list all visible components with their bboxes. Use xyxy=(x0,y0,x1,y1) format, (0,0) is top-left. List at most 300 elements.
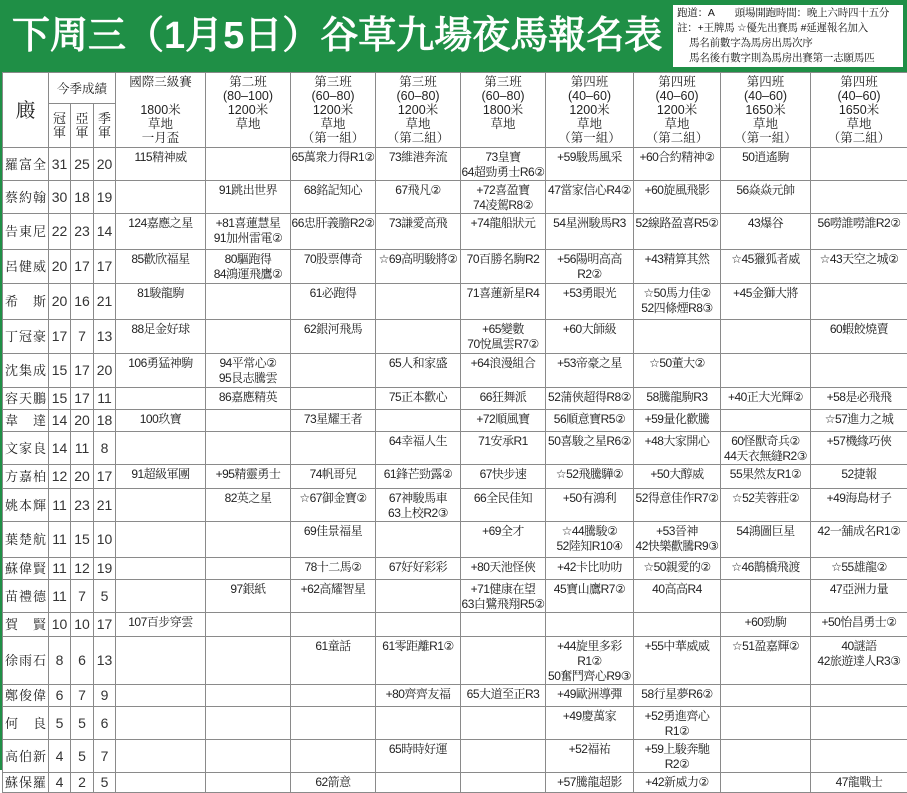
entry-cell xyxy=(376,465,461,489)
entry-cell xyxy=(206,685,291,707)
jockey-header: 廄 xyxy=(3,73,49,148)
horse-entry: +49歐洲導彈 xyxy=(546,687,633,702)
jockey-name: 何良 xyxy=(3,707,49,740)
entry-cell xyxy=(206,284,291,320)
wins-count: 4 xyxy=(49,773,71,793)
seconds-count: 11 xyxy=(71,432,94,465)
race-header-line: 草地 xyxy=(116,117,205,131)
race-header xyxy=(291,73,376,148)
entry-cell xyxy=(116,773,206,793)
entry-cell xyxy=(811,148,907,181)
race-header-line: (40–60) xyxy=(811,89,907,103)
seconds-header: 亞軍 xyxy=(71,104,94,148)
info-line: 跑道：A 頭場開跑時間：晚上六時四十五分 xyxy=(677,6,899,21)
entry-cell xyxy=(291,685,376,707)
entry-cell xyxy=(546,637,634,685)
horse-entry: 70悅風雲R7② xyxy=(461,337,545,352)
entry-cell xyxy=(461,320,546,354)
seconds-count: 23 xyxy=(71,489,94,522)
race-header-line xyxy=(116,89,205,103)
horse-entry: 55果然友R1② xyxy=(721,467,810,482)
horse-entry: 66全民佳知 xyxy=(461,491,545,506)
info-line: 註：+王牌馬 ☆優先出賽馬 #延遲報名加入 xyxy=(677,21,899,36)
wins-count: 31 xyxy=(49,148,71,181)
horse-entry: 63上校R2③ xyxy=(376,506,460,521)
entry-cell xyxy=(461,685,546,707)
entries-table-wrap xyxy=(2,72,907,770)
entry-cell xyxy=(291,320,376,354)
horse-entry: 61零距離R1② xyxy=(376,639,460,654)
table-header xyxy=(3,73,907,148)
table-row xyxy=(3,558,907,580)
entry-cell xyxy=(811,522,907,558)
entry-cell xyxy=(634,580,721,613)
race-header-line: 第四班 xyxy=(634,75,720,89)
entry-cell xyxy=(116,685,206,707)
horse-entry: 42快樂歡騰R9③ xyxy=(634,539,720,554)
horse-entry: 64幸福人生 xyxy=(376,434,460,449)
horse-entry: 84鴻運飛鷹② xyxy=(206,267,290,282)
table-row xyxy=(3,148,907,181)
horse-entry: 52捷報 xyxy=(811,467,907,482)
jockey-name: 告東尼 xyxy=(3,214,49,250)
entry-cell xyxy=(721,181,811,214)
entry-cell xyxy=(116,522,206,558)
thirds-count: 21 xyxy=(94,284,116,320)
table-row xyxy=(3,707,907,740)
race-header-line: (40–60) xyxy=(546,89,633,103)
horse-entry: +69全才 xyxy=(461,524,545,539)
jockey-name: 方嘉柏 xyxy=(3,465,49,489)
race-header xyxy=(634,73,721,148)
entry-cell xyxy=(291,522,376,558)
thirds-count: 5 xyxy=(94,773,116,793)
horse-entry: +52福祐 xyxy=(546,742,633,757)
seconds-count: 5 xyxy=(71,707,94,740)
horse-entry: 61必跑得 xyxy=(291,286,375,301)
race-header xyxy=(461,73,546,148)
info-box xyxy=(672,4,904,68)
horse-entry: 73維港奔流 xyxy=(376,150,460,165)
wins-count: 17 xyxy=(49,320,71,354)
horse-entry: +80天池怪俠 xyxy=(461,560,545,575)
entry-cell xyxy=(461,489,546,522)
jockey-name: 高伯新 xyxy=(3,740,49,773)
horse-entry: 56嘮誰嘮誰R2② xyxy=(811,216,907,231)
entry-cell xyxy=(811,214,907,250)
wins-count: 22 xyxy=(49,214,71,250)
entry-cell xyxy=(461,284,546,320)
entry-cell xyxy=(291,707,376,740)
horse-entry: 44天衣無縫R2③ xyxy=(721,449,810,464)
entry-cell xyxy=(811,707,907,740)
entry-cell xyxy=(634,685,721,707)
entry-cell xyxy=(721,613,811,637)
horse-entry: 62箭意 xyxy=(291,775,375,790)
race-header-line: 草地 xyxy=(721,117,810,131)
seconds-count: 10 xyxy=(71,613,94,637)
horse-entry: 42一舖成名R1② xyxy=(811,524,907,539)
race-header-line: 草地 xyxy=(811,117,907,131)
entry-cell xyxy=(116,181,206,214)
entry-cell xyxy=(376,410,461,432)
race-header xyxy=(376,73,461,148)
horse-entry: +60勁駒 xyxy=(721,615,810,630)
info-line: 馬名後冇數字則為馬房出賽第一志願馬匹 xyxy=(677,51,899,66)
wins-count: 15 xyxy=(49,388,71,410)
entry-cell xyxy=(546,148,634,181)
entry-cell xyxy=(291,181,376,214)
entry-cell xyxy=(546,388,634,410)
entry-cell xyxy=(721,685,811,707)
entry-cell xyxy=(376,740,461,773)
race-header-line: （第二組） xyxy=(811,131,907,145)
info-line: 馬名前數字為馬房出馬次序 xyxy=(677,36,899,51)
entry-cell xyxy=(116,388,206,410)
horse-entry: 50奮鬥齊心R9③ xyxy=(546,669,633,684)
horse-entry: 47龍戰士 xyxy=(811,775,907,790)
horse-entry: 67飛凡② xyxy=(376,183,460,198)
horse-entry: 74帆哥兒 xyxy=(291,467,375,482)
entry-cell xyxy=(206,558,291,580)
race-header-line: 1200米 xyxy=(546,103,633,117)
thirds-count: 7 xyxy=(94,740,116,773)
entry-cell xyxy=(116,284,206,320)
jockey-name: 徐雨石 xyxy=(3,637,49,685)
horse-entry: +71健康在望 xyxy=(461,582,545,597)
entry-cell xyxy=(376,148,461,181)
entry-cell xyxy=(721,580,811,613)
entry-cell xyxy=(461,432,546,465)
entry-cell xyxy=(811,388,907,410)
wins-count: 15 xyxy=(49,354,71,388)
thirds-count: 19 xyxy=(94,181,116,214)
entry-cell xyxy=(116,354,206,388)
table-row xyxy=(3,320,907,354)
horse-entry: 40高高R4 xyxy=(634,582,720,597)
entry-cell xyxy=(634,250,721,284)
entry-cell xyxy=(634,148,721,181)
entry-cell xyxy=(461,558,546,580)
entry-cell xyxy=(546,707,634,740)
seconds-count: 5 xyxy=(71,740,94,773)
horse-entry: +59量化歡騰 xyxy=(634,412,720,427)
wins-count: 6 xyxy=(49,685,71,707)
wins-header: 冠軍 xyxy=(49,104,71,148)
horse-entry: 50喜駿之星R6② xyxy=(546,434,633,449)
entry-cell xyxy=(634,773,721,793)
entry-cell xyxy=(461,354,546,388)
horse-entry: 69佳景福星 xyxy=(291,524,375,539)
horse-entry: ☆51盈嘉輝② xyxy=(721,639,810,654)
horse-entry: ☆43天空之城② xyxy=(811,252,907,267)
race-header-line: (80–100) xyxy=(206,89,290,103)
race-header-line: (60–80) xyxy=(461,89,545,103)
horse-entry: 60蝦餃燒賣 xyxy=(811,322,907,337)
horse-entry: 91加州雷電② xyxy=(206,231,290,246)
entry-cell xyxy=(291,637,376,685)
race-header-line: 草地 xyxy=(461,117,545,131)
entry-cell xyxy=(291,432,376,465)
horse-entry: 73皇寶 xyxy=(461,150,545,165)
horse-entry: 47亞洲力量 xyxy=(811,582,907,597)
race-header-line: 1200米 xyxy=(206,103,290,117)
horse-entry: 115精神威 xyxy=(116,150,205,165)
race-header-line: （第一組） xyxy=(291,131,375,145)
entry-cell xyxy=(116,320,206,354)
thirds-count: 8 xyxy=(94,432,116,465)
wins-count: 4 xyxy=(49,740,71,773)
entry-cell xyxy=(546,740,634,773)
horse-entry: ☆52飛騰驊② xyxy=(546,467,633,482)
entry-cell xyxy=(291,773,376,793)
entry-cell xyxy=(376,320,461,354)
entry-cell xyxy=(206,388,291,410)
entry-cell xyxy=(721,432,811,465)
table-row xyxy=(3,522,907,558)
horse-entry: 52四條煙R8③ xyxy=(634,301,720,316)
entry-cell xyxy=(634,489,721,522)
horse-entry: 61童話 xyxy=(291,639,375,654)
entry-cell xyxy=(116,432,206,465)
horse-entry: 86嘉應精英 xyxy=(206,390,290,405)
entry-cell xyxy=(546,465,634,489)
entry-cell xyxy=(376,558,461,580)
horse-entry: 56順意寶R5② xyxy=(546,412,633,427)
entry-cell xyxy=(376,388,461,410)
entry-cell xyxy=(116,558,206,580)
table-row xyxy=(3,685,907,707)
race-header-line: (60–80) xyxy=(291,89,375,103)
entry-cell xyxy=(546,181,634,214)
horse-entry: 67好好彩彩 xyxy=(376,560,460,575)
entry-cell xyxy=(811,613,907,637)
entry-cell xyxy=(461,773,546,793)
horse-entry: 80驅跑得 xyxy=(206,252,290,267)
entry-cell xyxy=(291,613,376,637)
horse-entry: +57機緣巧俠 xyxy=(811,434,907,449)
entry-cell xyxy=(634,522,721,558)
entry-cell xyxy=(721,707,811,740)
horse-entry: 54鴻圖巨星 xyxy=(721,524,810,539)
entry-cell xyxy=(721,410,811,432)
jockey-name: 姚本輝 xyxy=(3,489,49,522)
horse-entry: 78十二馬② xyxy=(291,560,375,575)
horse-entry: +59上駿奔馳R2② xyxy=(634,742,720,772)
entry-cell xyxy=(811,181,907,214)
horse-entry: 45寶山鷹R7② xyxy=(546,582,633,597)
horse-entry: 47當家信心R4② xyxy=(546,183,633,198)
entry-cell xyxy=(376,580,461,613)
thirds-header: 季軍 xyxy=(94,104,116,148)
entry-cell xyxy=(461,580,546,613)
jockey-name: 葉楚航 xyxy=(3,522,49,558)
entry-cell xyxy=(461,637,546,685)
horse-entry: 58行星夢R6② xyxy=(634,687,720,702)
horse-entry: ☆45獵狐者威 xyxy=(721,252,810,267)
entry-cell xyxy=(376,432,461,465)
horse-entry: +64浪漫組合 xyxy=(461,356,545,371)
horse-entry: +60大師級 xyxy=(546,322,633,337)
horse-entry: 64超勁勇士R6② xyxy=(461,165,545,180)
race-header xyxy=(206,73,291,148)
entry-cell xyxy=(634,637,721,685)
entry-cell xyxy=(546,558,634,580)
entry-cell xyxy=(116,148,206,181)
entry-cell xyxy=(811,465,907,489)
race-header-line: 草地 xyxy=(376,117,460,131)
entry-cell xyxy=(634,558,721,580)
seconds-count: 7 xyxy=(71,320,94,354)
race-header-line: 1650米 xyxy=(721,103,810,117)
horse-entry: 82英之星 xyxy=(206,491,290,506)
seconds-count: 17 xyxy=(71,250,94,284)
entry-cell xyxy=(291,250,376,284)
horse-entry: 65時時好運 xyxy=(376,742,460,757)
entry-cell xyxy=(206,489,291,522)
jockey-name: 呂健威 xyxy=(3,250,49,284)
race-header-line: 國際三級賽 xyxy=(116,75,205,89)
horse-entry: 65大道至正R3 xyxy=(461,687,545,702)
entry-cell xyxy=(116,250,206,284)
wins-count: 14 xyxy=(49,432,71,465)
entry-cell xyxy=(206,740,291,773)
horse-entry: +59駿馬風采 xyxy=(546,150,633,165)
entry-cell xyxy=(634,613,721,637)
horse-entry: +81喜蓮慧星 xyxy=(206,216,290,231)
thirds-count: 18 xyxy=(94,410,116,432)
horse-entry: 94平常心② xyxy=(206,356,290,371)
table-row xyxy=(3,214,907,250)
entry-cell xyxy=(634,354,721,388)
entry-cell xyxy=(206,214,291,250)
horse-entry: +62高耀智星 xyxy=(291,582,375,597)
race-header-line: 1200米 xyxy=(634,103,720,117)
wins-count: 11 xyxy=(49,522,71,558)
entry-cell xyxy=(461,148,546,181)
horse-entry: 43爆谷 xyxy=(721,216,810,231)
race-header-line: 第四班 xyxy=(721,75,810,89)
entry-cell xyxy=(546,320,634,354)
race-header xyxy=(546,73,634,148)
race-header-line: 草地 xyxy=(634,117,720,131)
entry-cell xyxy=(721,354,811,388)
thirds-count: 17 xyxy=(94,465,116,489)
table-row xyxy=(3,432,907,465)
entry-cell xyxy=(116,465,206,489)
entry-cell xyxy=(634,432,721,465)
horse-entry: +50大醇威 xyxy=(634,467,720,482)
jockey-name: 文家良 xyxy=(3,432,49,465)
entry-cell xyxy=(376,522,461,558)
entry-cell xyxy=(546,214,634,250)
seconds-count: 6 xyxy=(71,637,94,685)
entry-cell xyxy=(116,214,206,250)
horse-entry: 124嘉應之星 xyxy=(116,216,205,231)
table-row xyxy=(3,388,907,410)
entry-cell xyxy=(634,388,721,410)
entry-cell xyxy=(461,707,546,740)
horse-entry: +55中華威威 xyxy=(634,639,720,654)
entry-cell xyxy=(546,284,634,320)
race-header xyxy=(721,73,811,148)
table-row xyxy=(3,740,907,773)
seconds-count: 23 xyxy=(71,214,94,250)
entry-cell xyxy=(291,580,376,613)
horse-entry: 52線路盈喜R5② xyxy=(634,216,720,231)
table-row xyxy=(3,181,907,214)
thirds-count: 13 xyxy=(94,637,116,685)
horse-entry: 52陸知R10④ xyxy=(546,539,633,554)
race-header-line: 1200米 xyxy=(291,103,375,117)
entry-cell xyxy=(634,320,721,354)
horse-entry: 62銀河飛馬 xyxy=(291,322,375,337)
entry-cell xyxy=(721,465,811,489)
entry-cell xyxy=(634,214,721,250)
race-header-line: 第三班 xyxy=(461,75,545,89)
horse-entry: +48大家開心 xyxy=(634,434,720,449)
horse-entry: +42卡比叻叻 xyxy=(546,560,633,575)
entry-cell xyxy=(461,613,546,637)
entry-cell xyxy=(811,410,907,432)
table-row xyxy=(3,773,907,793)
entry-cell xyxy=(634,465,721,489)
entry-cell xyxy=(206,522,291,558)
entry-cell xyxy=(546,522,634,558)
horse-entry: +65變數 xyxy=(461,322,545,337)
entry-cell xyxy=(116,410,206,432)
entry-cell xyxy=(546,613,634,637)
entry-cell xyxy=(461,388,546,410)
entry-cell xyxy=(461,465,546,489)
entry-cell xyxy=(811,354,907,388)
horse-entry: +52勇進齊心R1② xyxy=(634,709,720,739)
entries-table xyxy=(2,72,907,793)
entry-cell xyxy=(376,354,461,388)
race-header-line: （第二組） xyxy=(376,131,460,145)
horse-entry: +43精算其然 xyxy=(634,252,720,267)
table-row xyxy=(3,613,907,637)
entry-cell xyxy=(376,250,461,284)
race-header-line: 草地 xyxy=(291,117,375,131)
entry-cell xyxy=(811,773,907,793)
entry-cell xyxy=(116,580,206,613)
horse-entry: +53晉神 xyxy=(634,524,720,539)
table-row xyxy=(3,410,907,432)
race-header-line: 一月盃 xyxy=(116,131,205,145)
season-record-header: 今季成績 xyxy=(49,73,116,104)
jockey-name: 希斯 xyxy=(3,284,49,320)
entry-cell xyxy=(811,250,907,284)
seconds-count: 12 xyxy=(71,558,94,580)
race-header-line: 第四班 xyxy=(811,75,907,89)
jockey-name: 蔡約翰 xyxy=(3,181,49,214)
horse-entry: 71喜蓮新星R4 xyxy=(461,286,545,301)
entry-cell xyxy=(811,320,907,354)
horse-entry: 73謙愛高飛 xyxy=(376,216,460,231)
table-row xyxy=(3,284,907,320)
race-header-line: 第四班 xyxy=(546,75,633,89)
jockey-name: 鄭俊偉 xyxy=(3,685,49,707)
entry-cell xyxy=(721,522,811,558)
jockey-name: 蘇保羅 xyxy=(3,773,49,793)
entry-cell xyxy=(206,250,291,284)
entry-cell xyxy=(721,148,811,181)
horse-entry: +80齊齊友福 xyxy=(376,687,460,702)
horse-entry: ☆46鵲橋飛渡 xyxy=(721,560,810,575)
jockey-name: 容天鵬 xyxy=(3,388,49,410)
entry-cell xyxy=(376,707,461,740)
